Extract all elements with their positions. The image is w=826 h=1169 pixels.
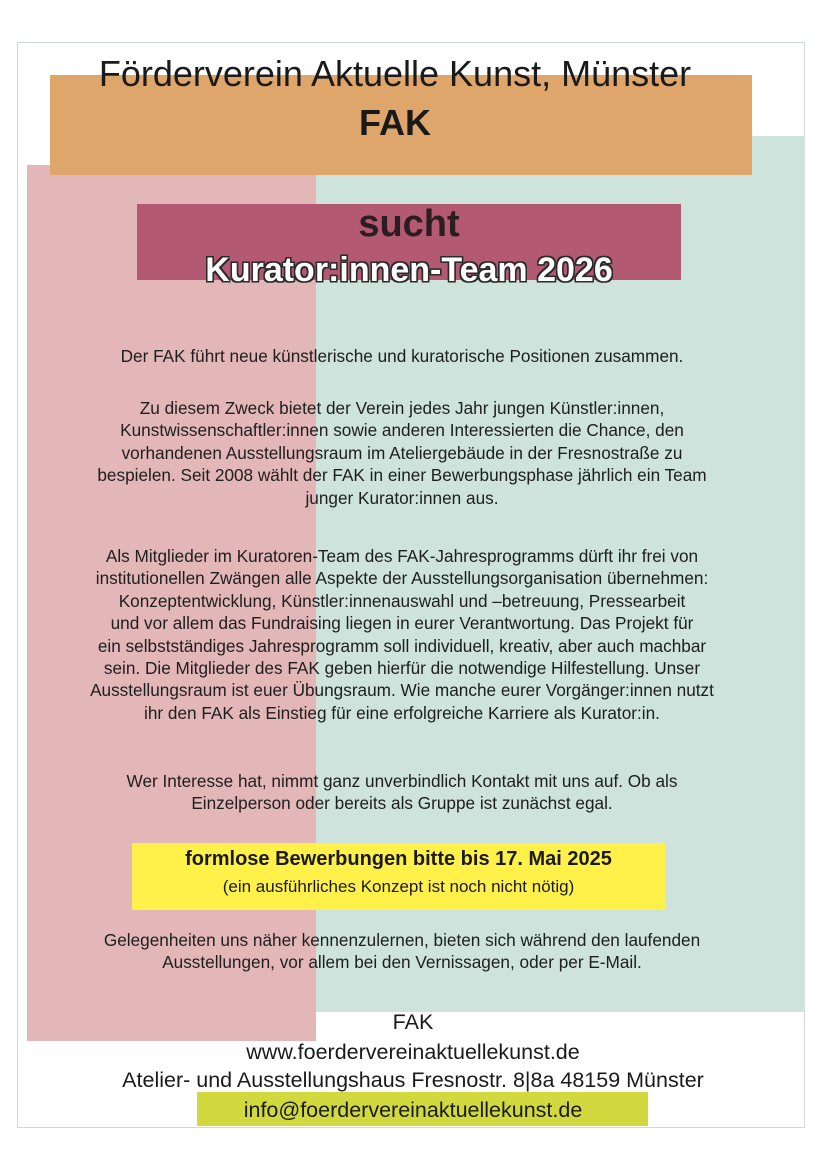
address: Atelier- und Ausstellungshaus Fresnostr. 8|8a 48159 Münster — [122, 1068, 704, 1092]
text-line: institutionellen Zwängen alle Aspekte der Ausstellungsorganisation übernehmen: — [95, 568, 709, 589]
text-line: bespielen. Seit 2008 wählt der FAK in einer Bewerbungsphase jährlich ein Team — [97, 465, 707, 486]
text-line: sein. Die Mitglieder des FAK geben hierfür die notwendige Hilfestellung. Unser — [103, 658, 701, 679]
text-line: Ausstellungen, vor allem bei den Vernissagen, oder per E-Mail. — [162, 952, 642, 973]
text-line: ein selbstständiges Jahresprogramm soll individuell, kreativ, aber auch machbar — [97, 635, 707, 656]
text-line: und vor allem das Fundraising liegen in eurer Verantwortung. Das Projekt für — [110, 613, 694, 634]
deadline-text: formlose Bewerbungen bitte bis 17. Mai 2025 — [185, 848, 612, 870]
text-line: Als Mitglieder im Kuratoren-Team des FAK-Jahresprogramms dürft ihr frei von — [105, 546, 699, 566]
text-line: ihr den FAK als Einstieg für eine erfolgreiche Karriere als Kurator:in. — [144, 702, 660, 723]
text-line: Zu diesem Zweck bietet der Verein jedes Jahr jungen Künstler:innen, — [139, 398, 665, 418]
text-line: Wer Interesse hat, nimmt ganz unverbindlich Kontakt mit uns auf. Ob als — [126, 771, 678, 791]
sucht-label: sucht — [358, 203, 460, 245]
text-line: Ausstellungsraum ist euer Übungsraum. Wie manche eurer Vorgänger:innen nutzt — [90, 680, 714, 701]
tasks-paragraph — [17, 545, 787, 724]
purpose-paragraph — [17, 397, 787, 509]
email-link[interactable]: info@foerdervereinaktuellekunst.de — [243, 1098, 583, 1122]
text-line: Einzelperson oder bereits als Gruppe ist zunächst egal. — [191, 793, 613, 814]
footer-name: FAK — [392, 1010, 434, 1034]
website-link[interactable]: www.foerdervereinaktuellekunst.de — [246, 1040, 580, 1064]
deadline-note: (ein ausführliches Konzept ist noch nicht nötig) — [222, 877, 575, 896]
page-title: Förderverein Aktuelle Kunst, Münster — [98, 53, 692, 94]
text-line: Kunstwissenschaftler:innen sowie anderen Interessierten die Chance, den — [120, 420, 684, 441]
text-line: Gelegenheiten uns näher kennenzulernen, bieten sich während den laufenden — [103, 930, 701, 950]
position-title: Kurator:innen-Team 2026 — [205, 251, 613, 289]
intro-paragraph: Der FAK führt neue künstlerische und kuratorische Positionen zusammen. — [120, 346, 684, 366]
meet-paragraph — [17, 929, 787, 974]
text-line: vorhandenen Ausstellungsraum im Ateliergebäude in der Fresnostraße zu — [121, 442, 683, 463]
text-line: junger Kurator:innen aus. — [305, 487, 499, 508]
text-line: Konzeptentwicklung, Künstler:innenauswahl und –betreuung, Pressearbeit — [118, 590, 686, 611]
contact-paragraph — [17, 770, 787, 815]
page-title-abbr: FAK — [359, 102, 431, 143]
